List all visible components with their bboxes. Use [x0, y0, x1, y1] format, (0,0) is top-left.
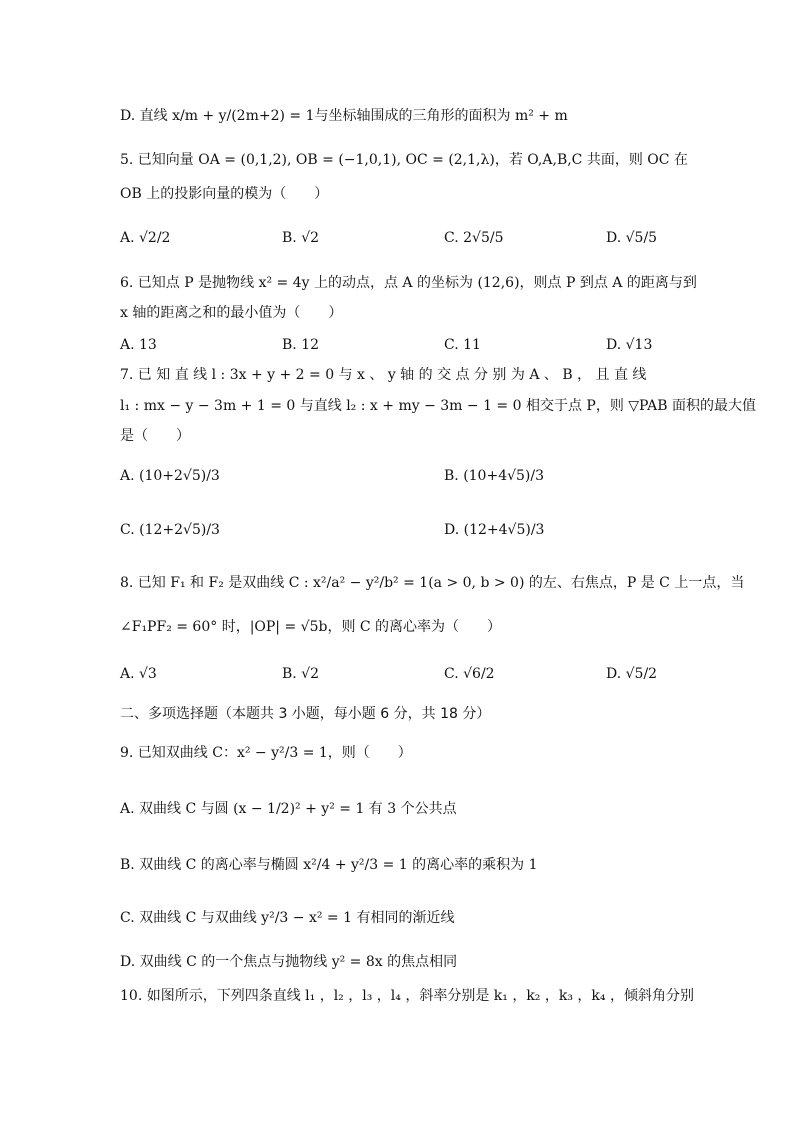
q7-stem-text1: 7. 已 知 直 线 l : 3x + y + 2 = 0 与 x 、 y 轴 的 交 点 分 别 为 A 、 B ， 且 直 线 — [120, 367, 647, 383]
q7-stem-line1 — [120, 365, 646, 385]
q7-stem-line2 — [120, 396, 756, 416]
q6-option-c: C. 11 — [444, 337, 481, 353]
q6-stem-line2 — [120, 303, 342, 323]
q10-stem-text: 10. 如图所示，下列四条直线 l₁ ，l₂ ，l₃ ，l₄ ，斜率分别是 k₁ ，k₂ ，k₃ ，k₄ ，倾斜角分别 — [120, 988, 694, 1004]
q9-option-d: D. 双曲线 C 的一个焦点与抛物线 y² = 8x 的焦点相同 — [120, 954, 458, 970]
q5-option-d: D. √5/5 — [606, 230, 658, 246]
q7-option-b: B. (10+4√5)/3 — [444, 468, 545, 484]
q10-stem-line — [120, 986, 694, 1006]
q9-option-a: A. 双曲线 C 与圆 (x − 1/2)² + y² = 1 有 3 个公共点 — [120, 801, 457, 817]
q8-option-b: B. √2 — [282, 666, 320, 682]
q5-stem-line1 — [120, 150, 688, 170]
q7-option-a: A. (10+2√5)/3 — [120, 468, 220, 484]
q5-stem-text1: 5. 已知向量 OA = (0,1,2), OB = (−1,0,1), OC = (2,1,λ)，若 O,A,B,C 共面，则 OC 在 — [120, 152, 688, 168]
q6-stem-line1 — [120, 273, 697, 293]
q9-option-c: C. 双曲线 C 与双曲线 y²/3 − x² = 1 有相同的渐近线 — [120, 910, 455, 926]
q9-stem-text: 9. 已知双曲线 C：x² − y²/3 = 1，则（ ） — [120, 745, 412, 761]
q5-option-b: B. √2 — [282, 230, 320, 246]
q8-stem-line2 — [120, 617, 501, 637]
section-title-text: 二、多项选择题（本题共 3 小题，每小题 6 分，共 18 分） — [120, 706, 491, 722]
q9-option-b: B. 双曲线 C 的离心率与椭圆 x²/4 + y²/3 = 1 的离心率的乘积为 1 — [120, 857, 538, 873]
q6-option-b: B. 12 — [282, 337, 320, 353]
q8-option-d: D. √5/2 — [606, 666, 658, 682]
q8-stem-text2: ∠F₁PF₂ = 60° 时，|OP| = √5b，则 C 的离心率为（ ） — [120, 619, 502, 635]
q7-stem-text3: 是（ ） — [120, 428, 190, 444]
q7-option-d: D. (12+4√5)/3 — [444, 522, 545, 538]
q8-stem-text1: 8. 已知 F₁ 和 F₂ 是双曲线 C : x²/a² − y²/b² = 1(a > 0, b > 0) 的左、右焦点，P 是 C 上一点，当 — [120, 575, 745, 591]
q5-stem-text2: OB 上的投影向量的模为（ ） — [120, 186, 329, 202]
q6-stem-text2: x 轴的距离之和的最小值为（ ） — [120, 305, 343, 321]
q6-stem-text1: 6. 已知点 P 是抛物线 x² = 4y 上的动点，点 A 的坐标为 (12,6)，则点 P 到点 A 的距离与到 — [120, 275, 697, 291]
q8-option-a: A. √3 — [120, 666, 157, 682]
q6-option-d: D. √13 — [606, 337, 653, 353]
q5-option-a: A. √2/2 — [120, 230, 171, 246]
q5-stem-line2 — [120, 184, 328, 204]
q9-stem-line — [120, 743, 412, 763]
q8-stem-line1 — [120, 573, 744, 593]
q6-option-a: A. 13 — [120, 337, 157, 353]
q5-option-c: C. 2√5/5 — [444, 230, 504, 246]
q7-stem-text2: l₁ : mx − y − 3m + 1 = 0 与直线 l₂ : x + my − 3m − 1 = 0 相交于点 P，则 ▽PAB 面积的最大值 — [120, 398, 757, 414]
q8-option-c: C. √6/2 — [444, 666, 495, 682]
q4-option-d-text: D. 直线 x/m + y/(2m+2) = 1与坐标轴围成的三角形的面积为 m² + m — [120, 108, 568, 124]
q7-option-c: C. (12+2√5)/3 — [120, 522, 220, 538]
section-title-multiple-choice — [120, 704, 490, 724]
q7-stem-line3 — [120, 426, 190, 446]
q4-option-d — [120, 106, 568, 126]
